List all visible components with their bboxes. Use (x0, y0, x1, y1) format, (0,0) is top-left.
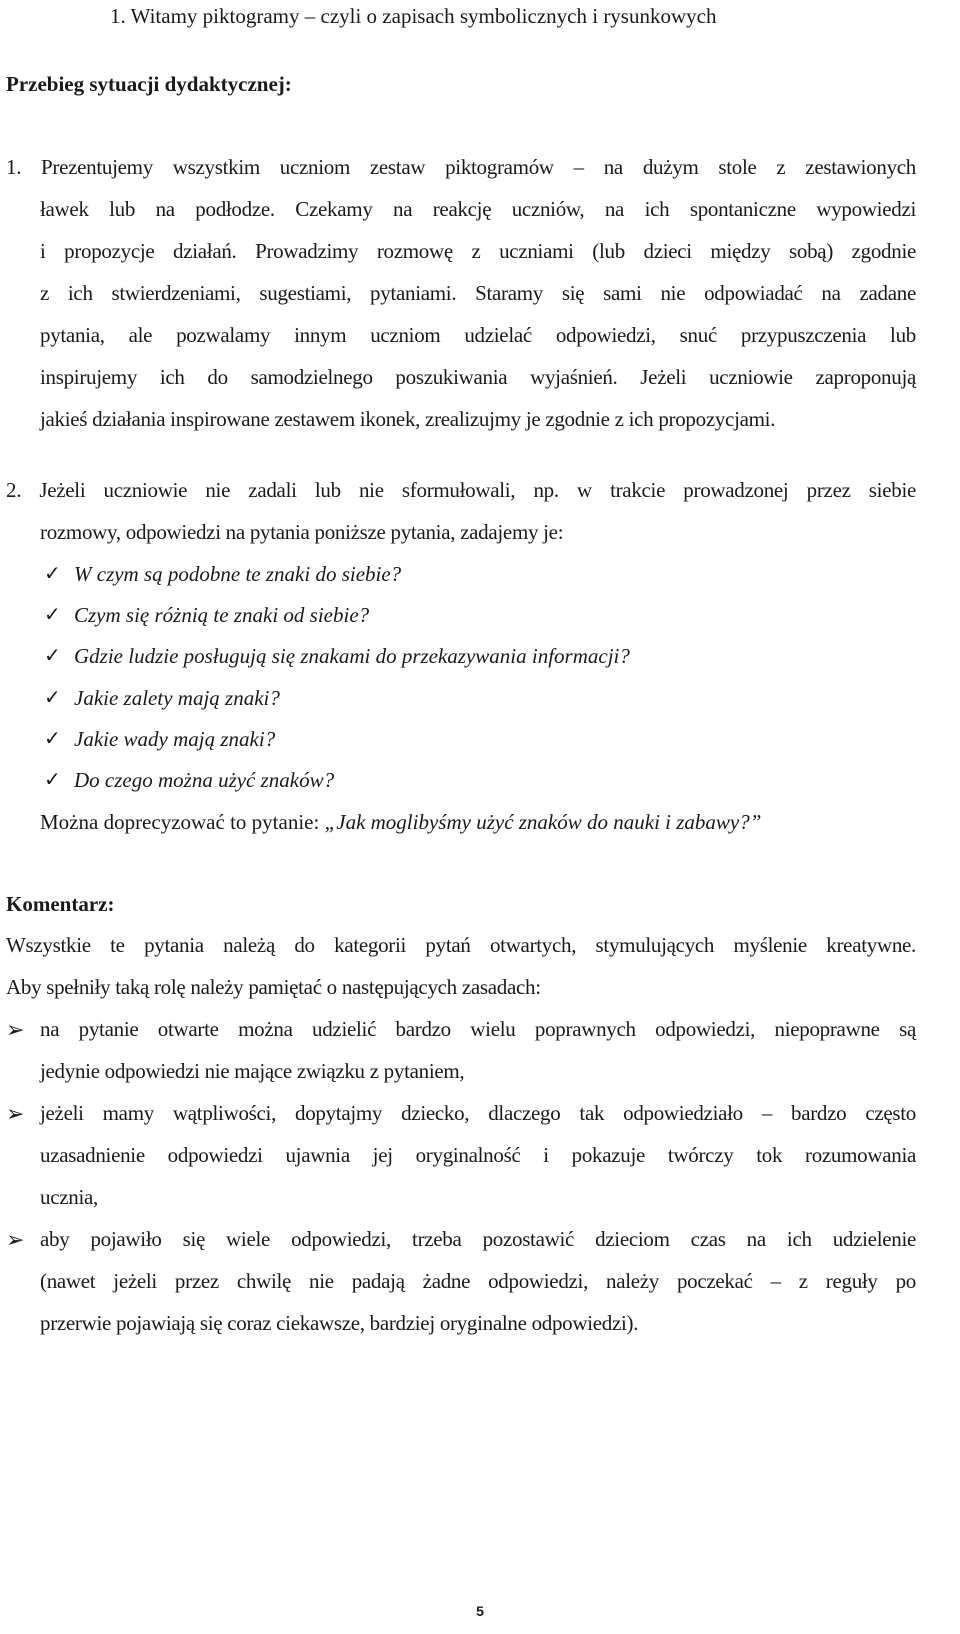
rule-line: przerwie pojawiają się coraz ciekawsze, bardziej oryginalne odpowiedzi). (40, 1311, 639, 1335)
question-item: Jakie zalety mają znaki? (74, 686, 280, 710)
point1-line-6: inspirujemy ich do samodzielnego poszukiwania wyjaśnień. Jeżeli uczniowie zaproponują (40, 365, 916, 389)
checkmark-icon: ✓ (44, 563, 61, 585)
clarify-line (40, 810, 761, 835)
point1-line-4: z ich stwierdzeniami, sugestiami, pytaniami. Staramy się sami nie odpowiadać na zadane (40, 281, 916, 305)
checkmark-icon: ✓ (44, 728, 61, 750)
rule-line: ucznia, (40, 1185, 98, 1209)
point1-line-7: jakieś działania inspirowane zestawem ikonek, zrealizujmy je zgodnie z ich propozycjami. (40, 407, 776, 431)
checkmark-icon: ✓ (44, 604, 61, 626)
point1-line-3: i propozycje działań. Prowadzimy rozmowę z uczniami (lub dzieci między sobą) zgodnie (40, 239, 916, 263)
question-item: Czym się różnią te znaki od siebie? (74, 603, 370, 627)
point1-line-2: ławek lub na podłodze. Czekamy na reakcję uczniów, na ich spontaniczne wypowiedzi (40, 197, 916, 221)
rule-line: jeżeli mamy wątpliwości, dopytajmy dziecko, dlaczego tak odpowiedziało – bardzo często (40, 1101, 916, 1125)
heading: 1. Witamy piktogramy – czyli o zapisach symbolicznych i rysunkowych (110, 4, 717, 28)
rule-line: uzasadnienie odpowiedzi ujawnia jej oryginalność i pokazuje twórczy tok rozumowania (40, 1143, 916, 1167)
arrow-bullet-icon: ➢ (6, 1227, 25, 1252)
point2-line-2: rozmowy, odpowiedzi na pytania poniższe pytania, zadajemy je: (40, 520, 564, 544)
question-item: Jakie wady mają znaki? (74, 727, 276, 751)
rule-line: na pytanie otwarte można udzielić bardzo wielu poprawnych odpowiedzi, niepoprawne są (40, 1017, 916, 1041)
section-title: Przebieg sytuacji dydaktycznej: (6, 72, 292, 96)
rule-line: aby pojawiło się wiele odpowiedzi, trzeba pozostawić dzieciom czas na ich udzielenie (40, 1227, 916, 1251)
checkmark-icon: ✓ (44, 769, 61, 791)
comment-title: Komentarz: (6, 892, 115, 916)
question-item: W czym są podobne te znaki do siebie? (74, 562, 402, 586)
page-number: 5 (476, 1603, 484, 1619)
question-item: Do czego można użyć znaków? (74, 768, 335, 792)
comment-line-2: Aby spełniły taką rolę należy pamiętać o następujących zasadach: (6, 975, 541, 999)
checkmark-icon: ✓ (44, 687, 61, 709)
clarify-prefix: Można doprecyzować to pytanie: (40, 810, 325, 834)
point1-line-5: pytania, ale pozwalamy innym uczniom udzielać odpowiedzi, snuć przypuszczenia lub (40, 323, 916, 347)
arrow-bullet-icon: ➢ (6, 1017, 25, 1042)
arrow-bullet-icon: ➢ (6, 1101, 25, 1126)
rule-line: jedynie odpowiedzi nie mające związku z pytaniem, (40, 1059, 465, 1083)
comment-line-1: Wszystkie te pytania należą do kategorii pytań otwartych, stymulujących myślenie kreatywne. (6, 933, 916, 957)
checkmark-icon: ✓ (44, 645, 61, 667)
question-item: Gdzie ludzie posługują się znakami do przekazywania informacji? (74, 644, 630, 668)
point1-line-1: 1. Prezentujemy wszystkim uczniom zestaw piktogramów – na dużym stole z zestawionych (6, 155, 916, 179)
clarify-question: „Jak moglibyśmy użyć znaków do nauki i zabawy?” (324, 810, 762, 834)
point2-line-1: 2. Jeżeli uczniowie nie zadali lub nie sformułowali, np. w trakcie prowadzonej przez siebie (6, 478, 916, 502)
rule-line: (nawet jeżeli przez chwilę nie padają żadne odpowiedzi, należy poczekać – z reguły po (40, 1269, 916, 1293)
